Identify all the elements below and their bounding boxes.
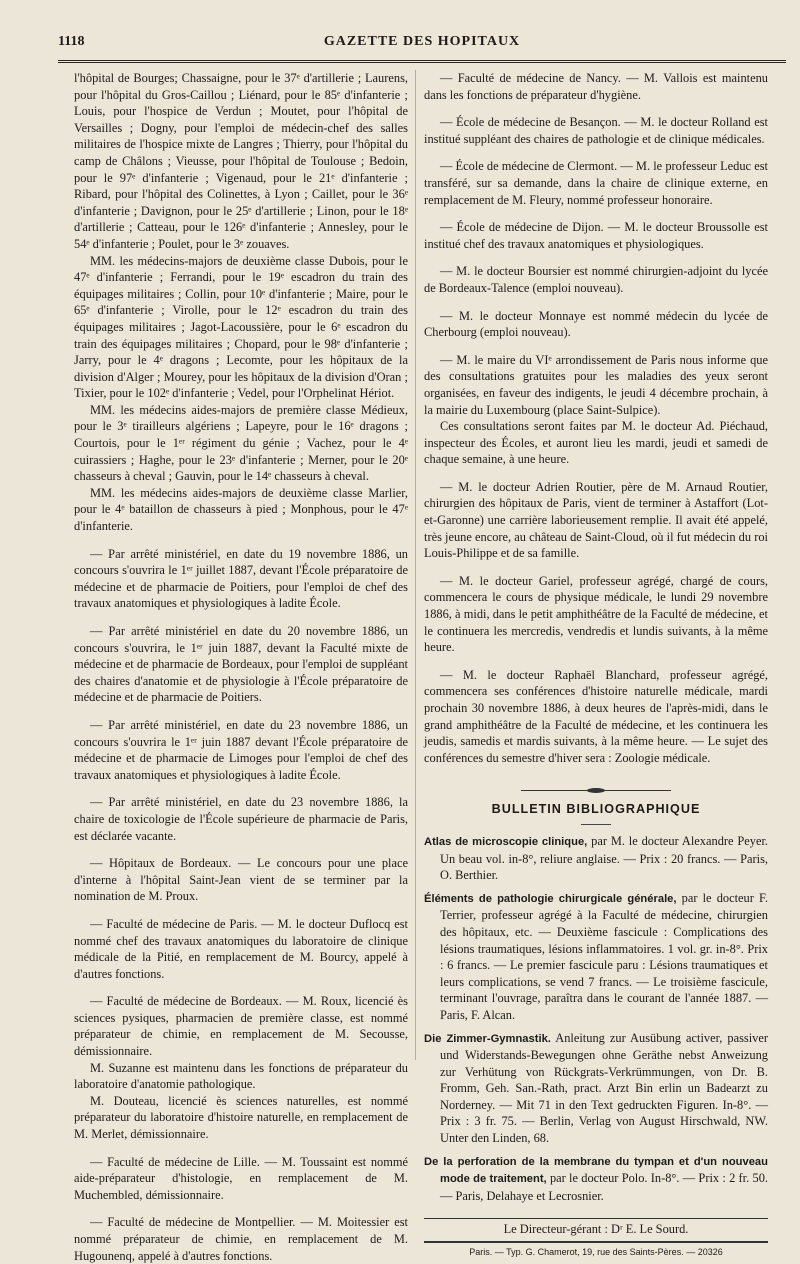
bibliography-entry	[424, 890, 768, 1024]
entry-text: par M. le docteur Alexandre Peyer. Un beau vol. in-8°, reliure anglaise. — Prix : 20 francs. — Paris, O. Berthier.	[440, 833, 768, 883]
signature: Le Directeur-gérant : Dʳ E. Le Sourd.	[424, 1218, 768, 1238]
paragraph: — Par arrêté ministériel, en date du 19 novembre 1886, un concours s'ouvrira le 1ᵉʳ juillet 1887, devant l'École préparatoire de médecine et de pharmacie de Poitiers, pour l'emploi de chef des travaux anatomiques et physiologiques à ladite École.	[74, 546, 408, 611]
paragraph: — Par arrêté ministériel, en date du 23 novembre 1886, la chaire de toxicologie de l'École supérieure de pharmacie de Paris, est déclarée vacante.	[74, 795, 408, 843]
left-column	[74, 70, 408, 1264]
right-column	[424, 70, 768, 1261]
paragraph: — M. le maire du VIᵉ arrondissement de Paris nous informe que des consultations gratuites pour les maladies des yeux seront organisées, en faveur des indigents, le jeudi 4 décembre prochain, à la mairie du Luxembourg (place Saint-Sulpice).	[424, 352, 768, 417]
paragraph: — M. le docteur Gariel, professeur agrégé, chargé de cours, commencera le cours de physique médicale, le lundi 29 novembre 1886, à midi, dans le petit amphithéâtre de la Faculté de médecine, et le continuera les mercredis, vendredis et lundis suivants, à la même heure.	[424, 573, 768, 655]
page-number: 1118	[58, 34, 85, 49]
paragraph: — Faculté de médecine de Bordeaux. — M. Roux, licencié ès sciences pysiques, pharmacien de première classe, est nommé préparateur de chimie, en remplacement de M. Secousse, démissionnaire.	[74, 994, 408, 1059]
paragraph: M. Douteau, licencié ès sciences naturelles, est nommé préparateur du laboratoire d'histoire naturelle, en remplacement de M. Merlet, démissionnaire.	[74, 1093, 408, 1142]
paragraph: — M. le docteur Boursier est nommé chirurgien-adjoint du lycée de Bordeaux-Talence (emploi nouveau).	[424, 264, 768, 295]
paragraph: — École de médecine de Clermont. — M. le professeur Leduc est transféré, sur sa demande, dans la chaire de clinique externe, en remplacement de M. Fleury, nommé professeur honoraire.	[424, 159, 768, 207]
paragraph: MM. les médecins-majors de deuxième classe Dubois, pour le 47ᵉ d'infanterie ; Ferrandi, pour le 19ᵉ escadron du train des équipages militaires ; Collin, pour 10ᵉ d'infanterie ; Maire, pour le 65ᵉ d'infanterie ; Virolle, pour le 12ᵉ escadron du train des équipages militaires ; Jagot-Lacoussière, pour le 6ᵉ escadron du train des équipages militaires ; Chopard, pour le 98ᵉ d'infanterie ; Jarry, pour le 4ᵉ dragons ; Lecomte, pour les hôpitaux de la division d'Alger ; Mourey, pour les hôpitaux de la division d'Oran ; Tixier, pour le 102ᵉ d'infanterie ; Vedel, pour l'Orphelinat Hériot.	[74, 253, 408, 401]
paragraph: — M. le docteur Adrien Routier, père de M. Arnaud Routier, chirurgien des hôpitaux de Paris, vient de terminer à Astaffort (Lot-et-Garonne) une carrière laborieusement remplie. Il avait été appelé, très jeune encore, au château de Saint-Cloud, où il fut médecin du roi Louis-Philippe et de sa famille.	[424, 479, 768, 561]
paragraph: MM. les médecins aides-majors de deuxième classe Marlier, pour le 4ᵉ bataillon de chasseurs à pied ; Monphous, pour le 47ᵉ d'infanterie.	[74, 485, 408, 534]
paragraph: — École de médecine de Besançon. — M. le docteur Rolland est institué suppléant des chaires de pathologie et de clinique médicales.	[424, 115, 768, 146]
paragraph: — École de médecine de Dijon. — M. le docteur Broussolle est institué chef des travaux anatomiques et physiologiques.	[424, 220, 768, 251]
entry-title: De la perforation de la membrane du tympan et d'un nouveau mode de traitement,	[424, 1155, 768, 1186]
entry-title: Éléments de pathologie chirurgicale générale,	[424, 892, 677, 905]
bibliography-entry	[424, 1030, 768, 1147]
bibliography-entry	[424, 833, 768, 884]
ornamental-rule	[521, 790, 671, 791]
paragraph: MM. les médecins aides-majors de première classe Médieux, pour le 3ᵉ tirailleurs algériens ; Lapeyre, pour le 16ᵉ dragons ; Courtois, pour le 1ᵉʳ régiment du génie ; Vachez, pour le 4ᵉ cuirassiers ; Haghe, pour le 23ᵉ d'infanterie ; Merner, pour le 20ᵉ chasseurs à cheval ; Gauvin, pour le 14ᵉ chasseurs à cheval.	[74, 402, 408, 484]
paragraph: — Faculté de médecine de Paris. — M. le docteur Duflocq est nommé chef des travaux anatomiques du laboratoire de clinique médicale de la Pitié, en remplacement de M. Bourcy, appelé à d'autres fonctions.	[74, 916, 408, 981]
entry-text: Anleitung zur Ausübung activer, passiver und Widerstands-Bewegungen ohne Geräthe nebst Anweizung zur Verhütung von Rückgrats-Verkrümmungen, von Dr. B. Fromm, Geh. San.-Rath, pract. Arzt Bin erlin un Badearzt zu Norderney. — Mit 71 in den Text gedruckten Figuren. In-8°. — Prix : 3 fr. 75. — Berlin, Verlag von August Hirschwald, NW. Unter den Linden, 68.	[440, 1030, 768, 1146]
paragraph: — M. le docteur Monnaye est nommé médecin du lycée de Cherbourg (emploi nouveau).	[424, 308, 768, 340]
paragraph: — Faculté de médecine de Nancy. — M. Vallois est maintenu dans les fonctions de préparateur d'hygiène.	[424, 71, 768, 102]
paragraph: — Faculté de médecine de Montpellier. — M. Moitessier est nommé préparateur de chimie, en remplacement de M. Hugounenq, appelé à d'autres fonctions.	[74, 1215, 408, 1263]
paragraph: — Par arrêté ministériel, en date du 23 novembre 1886, un concours s'ouvrira le 1ᵉʳ juin 1887 devant l'École préparatoire de médecine et de pharmacie de Limoges pour l'emploi de chef des travaux anatomiques et physiologiques à ladite École.	[74, 717, 408, 782]
page-header	[58, 34, 786, 63]
paragraph: l'hôpital de Bourges; Chassaigne, pour le 37ᵉ d'artillerie ; Laurens, pour l'hôpital du Gros-Caillou ; Liénard, pour le 85ᵉ d'infanterie ; Louis, pour l'hospice de Verdun ; Moutet, pour l'hôpital de Versailles ; Dogny, pour l'emploi de médecin-chef des salles militaires de l'hospice mixte de Langres ; Thierry, pour l'hôpital du camp de Châlons ; Vieusse, pour l'hôpital de Toulouse ; Bedoin, pour le 97ᵉ d'infanterie ; Vigenaud, pour le 21ᵉ d'infanterie ; Ribard, pour l'hôpital des Colinettes, à Lyon ; Caillet, pour le 36ᵉ d'infanterie ; Davignon, pour le 25ᵉ d'artillerie ; Linon, pour le 18ᵉ d'artillerie ; Catteau, pour le 126ᵉ d'infanterie ; Annesley, pour le 54ᵉ d'infanterie ; Poulet, pour le 3ᵉ zouaves.	[74, 71, 408, 251]
entry-title: Die Zimmer-Gymnastik.	[424, 1032, 551, 1045]
paragraph: Ces consultations seront faites par M. le docteur Ad. Piéchaud, inspecteur des Écoles, et auront lieu les mardi, jeudi et samedi de chaque semaine, à une heure.	[424, 419, 768, 467]
paragraph: — Hôpitaux de Bordeaux. — Le concours pour une place d'interne à l'hôpital Saint-Jean vient de se terminer par la nomination de M. Proux.	[74, 856, 408, 904]
entry-text: par le docteur F. Terrier, professeur agrégé à la Faculté de médecine, chirurgien des hôpitaux, etc. — Deuxième fascicule : Complications des lésions traumatiques, lésions inflammatoires. 1 vol. gr. in-8°. Prix : 6 francs. — Le premier fascicule paru : Lésions traumatiques et leurs complications, se vend 7 francs. — Le troisième fascicule, terminant l'ouvrage, paraîtra dans le courant de l'année 1887. — Paris, F. Alcan.	[440, 890, 768, 1022]
paragraph: M. Suzanne est maintenu dans les fonctions de préparateur du laboratoire d'anatomie pathologique.	[74, 1060, 408, 1092]
paragraph: — Par arrêté ministériel en date du 20 novembre 1886, un concours s'ouvrira, le 1ᵉʳ juin 1887, devant la Faculté mixte de médecine et de pharmacie de Bordeaux, pour l'emploi de suppléant des chaires d'anatomie et de physiologie à l'École préparatoire de médecine et de pharmacie de Poitiers.	[74, 624, 408, 705]
bulletin-title: BULLETIN BIBLIOGRAPHIQUE	[491, 802, 701, 817]
column-divider	[415, 70, 416, 1060]
entry-text: par le docteur Polo. In-8°. — Prix : 2 fr. 50. — Paris, Delahaye et Lecrosnier.	[440, 1171, 768, 1203]
entry-title: Atlas de microscopie clinique,	[424, 835, 588, 848]
divider	[581, 824, 611, 825]
paragraph: — Faculté de médecine de Lille. — M. Toussaint est nommé aide-préparateur d'histologie, en remplacement de M. Muchembled, démissionnaire.	[74, 1154, 408, 1202]
journal-title: GAZETTE DES HOPITAUX	[323, 34, 521, 49]
bibliography-entry	[424, 1153, 768, 1205]
paragraph: — M. le docteur Raphaël Blanchard, professeur agrégé, commencera ses conférences d'histoire naturelle médicale, mardi prochain 30 novembre 1886, à deux heures de l'après-midi, dans le grand amphithéâtre de la Faculté de médecine, et les continuera les jeudis, samedis et mardis suivants, à la même heure. — Le sujet des conférences du semestre d'hiver sera : Zoologie médicale.	[424, 667, 768, 765]
imprint: Paris. — Typ. G. Chamerot, 19, rue des Saints-Pères. — 20326	[424, 1241, 768, 1261]
